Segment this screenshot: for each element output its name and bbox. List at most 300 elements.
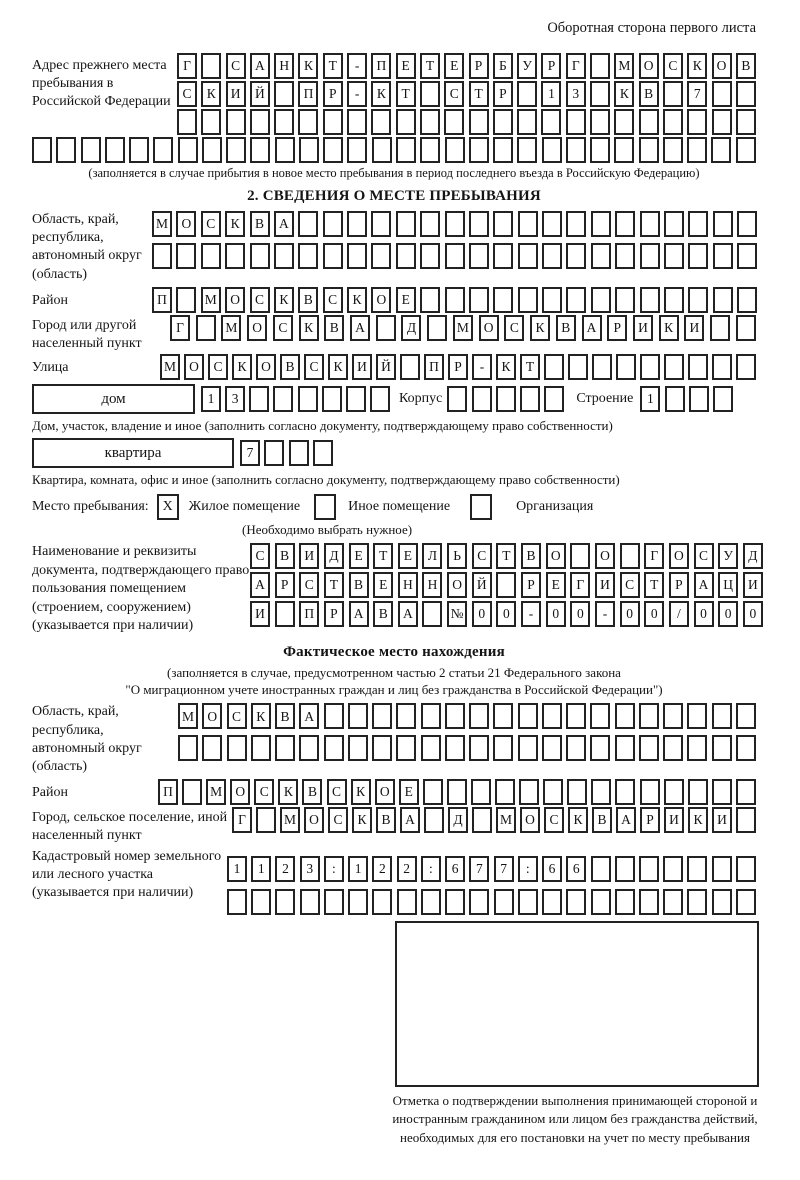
char-box[interactable]: М — [201, 287, 221, 313]
char-box[interactable]: - — [347, 81, 367, 107]
char-box[interactable]: 2 — [397, 856, 417, 882]
char-box[interactable] — [713, 386, 733, 412]
char-box[interactable] — [469, 287, 489, 313]
char-box[interactable]: А — [694, 572, 714, 598]
char-box[interactable]: К — [298, 53, 318, 79]
char-box[interactable] — [566, 703, 586, 729]
char-box[interactable]: 0 — [644, 601, 664, 627]
char-box[interactable] — [664, 243, 684, 269]
char-box[interactable]: 1 — [227, 856, 247, 882]
char-box[interactable] — [298, 243, 318, 269]
char-box[interactable] — [712, 779, 732, 805]
char-box[interactable] — [444, 109, 464, 135]
char-box[interactable] — [591, 856, 611, 882]
char-box[interactable] — [323, 137, 343, 163]
char-box[interactable] — [712, 109, 732, 135]
char-box[interactable]: 1 — [541, 81, 561, 107]
char-box[interactable] — [493, 243, 513, 269]
char-box[interactable]: С — [299, 572, 319, 598]
char-box[interactable] — [275, 889, 295, 915]
char-box[interactable]: № — [447, 601, 467, 627]
char-box[interactable] — [178, 735, 198, 761]
char-box[interactable] — [639, 137, 659, 163]
char-box[interactable] — [640, 354, 660, 380]
checkbox-other-premises[interactable] — [314, 494, 336, 520]
char-box[interactable] — [711, 137, 731, 163]
char-box[interactable] — [176, 287, 196, 313]
char-box[interactable]: Р — [448, 354, 468, 380]
char-box[interactable] — [178, 137, 198, 163]
char-box[interactable] — [471, 779, 491, 805]
char-box[interactable] — [396, 703, 416, 729]
char-box[interactable]: Е — [396, 287, 416, 313]
char-box[interactable] — [420, 109, 440, 135]
char-box[interactable] — [615, 243, 635, 269]
char-box[interactable]: Т — [520, 354, 540, 380]
char-box[interactable]: 0 — [472, 601, 492, 627]
char-box[interactable] — [469, 109, 489, 135]
char-box[interactable]: - — [595, 601, 615, 627]
char-box[interactable] — [566, 137, 586, 163]
char-box[interactable]: С — [663, 53, 683, 79]
char-box[interactable] — [590, 735, 610, 761]
char-box[interactable] — [736, 807, 756, 833]
char-box[interactable]: Г — [644, 543, 664, 569]
char-box[interactable] — [688, 354, 708, 380]
char-box[interactable]: 3 — [300, 856, 320, 882]
char-box[interactable] — [616, 354, 636, 380]
char-box[interactable]: К — [347, 287, 367, 313]
char-box[interactable] — [736, 81, 756, 107]
char-box[interactable]: В — [275, 703, 295, 729]
char-box[interactable] — [736, 889, 756, 915]
char-box[interactable] — [687, 856, 707, 882]
char-box[interactable] — [299, 137, 319, 163]
char-box[interactable] — [712, 889, 732, 915]
char-box[interactable] — [566, 889, 586, 915]
char-box[interactable] — [420, 287, 440, 313]
char-box[interactable] — [590, 703, 610, 729]
char-box[interactable]: И — [712, 807, 732, 833]
char-box[interactable]: В — [736, 53, 756, 79]
char-box[interactable]: М — [496, 807, 516, 833]
char-box[interactable]: С — [273, 315, 293, 341]
char-box[interactable] — [493, 703, 513, 729]
char-box[interactable] — [567, 779, 587, 805]
char-box[interactable] — [422, 601, 442, 627]
char-box[interactable] — [445, 889, 465, 915]
char-box[interactable] — [736, 703, 756, 729]
char-box[interactable] — [663, 81, 683, 107]
char-box[interactable]: К — [251, 703, 271, 729]
char-box[interactable] — [420, 211, 440, 237]
char-box[interactable] — [665, 386, 685, 412]
char-box[interactable]: И — [299, 543, 319, 569]
char-box[interactable] — [298, 109, 318, 135]
char-box[interactable]: А — [274, 211, 294, 237]
char-box[interactable] — [256, 807, 276, 833]
char-box[interactable] — [544, 354, 564, 380]
char-box[interactable] — [347, 137, 367, 163]
char-box[interactable]: С — [254, 779, 274, 805]
char-box[interactable] — [566, 243, 586, 269]
char-box[interactable] — [639, 856, 659, 882]
char-box[interactable] — [275, 137, 295, 163]
char-box[interactable] — [640, 243, 660, 269]
char-box[interactable]: В — [250, 211, 270, 237]
char-box[interactable] — [544, 386, 564, 412]
char-box[interactable] — [494, 889, 514, 915]
char-box[interactable] — [322, 386, 342, 412]
char-box[interactable]: Т — [323, 53, 343, 79]
char-box[interactable] — [196, 315, 216, 341]
char-box[interactable] — [736, 109, 756, 135]
char-box[interactable]: В — [373, 601, 393, 627]
char-box[interactable] — [590, 109, 610, 135]
char-box[interactable] — [427, 315, 447, 341]
char-box[interactable] — [371, 211, 391, 237]
char-box[interactable] — [566, 735, 586, 761]
char-box[interactable] — [227, 889, 247, 915]
char-box[interactable]: Р — [521, 572, 541, 598]
char-box[interactable]: 0 — [496, 601, 516, 627]
char-box[interactable]: К — [352, 807, 372, 833]
char-box[interactable] — [370, 386, 390, 412]
char-box[interactable] — [687, 889, 707, 915]
char-box[interactable] — [177, 109, 197, 135]
char-box[interactable]: К — [232, 354, 252, 380]
char-box[interactable] — [713, 211, 733, 237]
char-box[interactable]: Т — [469, 81, 489, 107]
char-box[interactable] — [274, 243, 294, 269]
char-box[interactable] — [736, 779, 756, 805]
char-box[interactable]: 6 — [445, 856, 465, 882]
char-box[interactable] — [518, 735, 538, 761]
char-box[interactable] — [736, 315, 756, 341]
char-box[interactable]: О — [256, 354, 276, 380]
char-box[interactable] — [542, 735, 562, 761]
char-box[interactable] — [376, 315, 396, 341]
char-box[interactable]: - — [472, 354, 492, 380]
char-box[interactable]: О — [202, 703, 222, 729]
char-box[interactable]: 7 — [240, 440, 260, 466]
char-box[interactable] — [520, 386, 540, 412]
char-box[interactable] — [640, 287, 660, 313]
char-box[interactable] — [542, 243, 562, 269]
char-box[interactable]: Т — [324, 572, 344, 598]
char-box[interactable] — [518, 211, 538, 237]
char-box[interactable] — [493, 211, 513, 237]
char-box[interactable]: Т — [420, 53, 440, 79]
char-box[interactable] — [300, 889, 320, 915]
char-box[interactable] — [591, 211, 611, 237]
char-box[interactable]: Л — [422, 543, 442, 569]
char-box[interactable]: 1 — [201, 386, 221, 412]
char-box[interactable]: С — [250, 287, 270, 313]
char-box[interactable] — [712, 81, 732, 107]
char-box[interactable]: Е — [546, 572, 566, 598]
char-box[interactable] — [347, 109, 367, 135]
char-box[interactable]: 0 — [620, 601, 640, 627]
char-box[interactable]: И — [226, 81, 246, 107]
char-box[interactable] — [591, 889, 611, 915]
char-box[interactable]: Н — [274, 53, 294, 79]
char-box[interactable] — [713, 243, 733, 269]
checkbox-residential[interactable]: X — [157, 494, 179, 520]
char-box[interactable]: А — [250, 53, 270, 79]
char-box[interactable] — [469, 889, 489, 915]
char-box[interactable] — [615, 889, 635, 915]
char-box[interactable] — [639, 889, 659, 915]
char-box[interactable] — [372, 703, 392, 729]
char-box[interactable] — [591, 243, 611, 269]
char-box[interactable]: И — [250, 601, 270, 627]
char-box[interactable] — [347, 243, 367, 269]
char-box[interactable] — [614, 137, 634, 163]
char-box[interactable]: И — [352, 354, 372, 380]
char-box[interactable]: В — [275, 543, 295, 569]
char-box[interactable]: К — [496, 354, 516, 380]
char-box[interactable] — [372, 889, 392, 915]
char-box[interactable] — [542, 703, 562, 729]
char-box[interactable] — [495, 779, 515, 805]
char-box[interactable] — [424, 807, 444, 833]
char-box[interactable]: Й — [250, 81, 270, 107]
char-box[interactable] — [289, 440, 309, 466]
char-box[interactable] — [737, 287, 757, 313]
char-box[interactable] — [251, 889, 271, 915]
char-box[interactable] — [472, 807, 492, 833]
char-box[interactable] — [663, 137, 683, 163]
char-box[interactable]: Т — [496, 543, 516, 569]
char-box[interactable] — [615, 287, 635, 313]
char-box[interactable] — [615, 211, 635, 237]
char-box[interactable] — [712, 703, 732, 729]
char-box[interactable] — [518, 287, 538, 313]
char-box[interactable] — [519, 779, 539, 805]
char-box[interactable]: К — [568, 807, 588, 833]
char-box[interactable] — [493, 735, 513, 761]
char-box[interactable]: О — [176, 211, 196, 237]
char-box[interactable]: А — [250, 572, 270, 598]
char-box[interactable] — [591, 779, 611, 805]
char-box[interactable]: О — [546, 543, 566, 569]
char-box[interactable] — [639, 109, 659, 135]
char-box[interactable]: О — [247, 315, 267, 341]
char-box[interactable]: А — [582, 315, 602, 341]
char-box[interactable] — [421, 703, 441, 729]
char-box[interactable]: 3 — [225, 386, 245, 412]
char-box[interactable] — [323, 109, 343, 135]
char-box[interactable] — [420, 81, 440, 107]
char-box[interactable]: Г — [232, 807, 252, 833]
char-box[interactable] — [264, 440, 284, 466]
char-box[interactable]: : — [518, 856, 538, 882]
char-box[interactable] — [687, 735, 707, 761]
char-box[interactable]: К — [688, 807, 708, 833]
char-box[interactable]: 2 — [275, 856, 295, 882]
char-box[interactable]: - — [521, 601, 541, 627]
char-box[interactable] — [201, 243, 221, 269]
char-box[interactable] — [493, 287, 513, 313]
char-box[interactable] — [640, 211, 660, 237]
char-box[interactable] — [421, 889, 441, 915]
char-box[interactable] — [445, 703, 465, 729]
char-box[interactable] — [712, 856, 732, 882]
char-box[interactable] — [590, 53, 610, 79]
char-box[interactable]: Р — [669, 572, 689, 598]
char-box[interactable]: М — [614, 53, 634, 79]
char-box[interactable] — [688, 779, 708, 805]
char-box[interactable] — [736, 354, 756, 380]
char-box[interactable]: И — [595, 572, 615, 598]
char-box[interactable] — [663, 703, 683, 729]
char-box[interactable]: С — [250, 543, 270, 569]
char-box[interactable] — [226, 137, 246, 163]
char-box[interactable] — [348, 703, 368, 729]
char-box[interactable]: О — [375, 779, 395, 805]
char-box[interactable] — [640, 779, 660, 805]
char-box[interactable] — [371, 109, 391, 135]
char-box[interactable] — [518, 889, 538, 915]
char-box[interactable] — [469, 735, 489, 761]
char-box[interactable] — [250, 243, 270, 269]
char-box[interactable]: О — [230, 779, 250, 805]
char-box[interactable]: Р — [323, 81, 343, 107]
char-box[interactable] — [249, 386, 269, 412]
char-box[interactable] — [298, 386, 318, 412]
char-box[interactable] — [298, 211, 318, 237]
char-box[interactable]: 1 — [251, 856, 271, 882]
char-box[interactable]: С — [694, 543, 714, 569]
char-box[interactable]: У — [517, 53, 537, 79]
char-box[interactable] — [371, 243, 391, 269]
char-box[interactable]: К — [201, 81, 221, 107]
char-box[interactable]: А — [616, 807, 636, 833]
char-box[interactable] — [226, 109, 246, 135]
char-box[interactable] — [445, 211, 465, 237]
char-box[interactable]: К — [659, 315, 679, 341]
char-box[interactable]: М — [453, 315, 473, 341]
char-box[interactable]: Р — [541, 53, 561, 79]
char-box[interactable]: С — [323, 287, 343, 313]
char-box[interactable] — [469, 211, 489, 237]
char-box[interactable]: О — [639, 53, 659, 79]
char-box[interactable] — [372, 137, 392, 163]
char-box[interactable] — [518, 703, 538, 729]
char-box[interactable]: Е — [396, 53, 416, 79]
char-box[interactable]: : — [324, 856, 344, 882]
char-box[interactable] — [348, 735, 368, 761]
char-box[interactable]: Т — [396, 81, 416, 107]
char-box[interactable]: Г — [177, 53, 197, 79]
char-box[interactable] — [202, 735, 222, 761]
char-box[interactable]: Е — [373, 572, 393, 598]
char-box[interactable]: С — [201, 211, 221, 237]
char-box[interactable]: М — [206, 779, 226, 805]
char-box[interactable] — [713, 287, 733, 313]
char-box[interactable]: О — [712, 53, 732, 79]
char-box[interactable]: М — [280, 807, 300, 833]
char-box[interactable] — [420, 243, 440, 269]
char-box[interactable] — [397, 889, 417, 915]
char-box[interactable] — [712, 354, 732, 380]
char-box[interactable] — [664, 354, 684, 380]
char-box[interactable]: Т — [644, 572, 664, 598]
char-box[interactable]: С — [544, 807, 564, 833]
char-box[interactable]: В — [349, 572, 369, 598]
char-box[interactable] — [251, 735, 271, 761]
char-box[interactable]: Ц — [718, 572, 738, 598]
char-box[interactable] — [445, 243, 465, 269]
char-box[interactable]: Й — [472, 572, 492, 598]
char-box[interactable]: К — [299, 315, 319, 341]
char-box[interactable]: Д — [324, 543, 344, 569]
char-box[interactable] — [710, 315, 730, 341]
char-box[interactable]: 0 — [694, 601, 714, 627]
char-box[interactable] — [615, 735, 635, 761]
char-box[interactable]: С — [227, 703, 247, 729]
char-box[interactable]: К — [614, 81, 634, 107]
char-box[interactable] — [313, 440, 333, 466]
char-box[interactable] — [687, 703, 707, 729]
char-box[interactable]: О — [595, 543, 615, 569]
char-box[interactable] — [542, 889, 562, 915]
char-box[interactable] — [347, 211, 367, 237]
char-box[interactable] — [566, 211, 586, 237]
char-box[interactable]: К — [225, 211, 245, 237]
char-box[interactable]: С — [208, 354, 228, 380]
char-box[interactable] — [517, 109, 537, 135]
char-box[interactable] — [420, 137, 440, 163]
char-box[interactable] — [664, 779, 684, 805]
char-box[interactable] — [736, 856, 756, 882]
char-box[interactable] — [568, 354, 588, 380]
char-box[interactable] — [687, 137, 707, 163]
char-box[interactable]: С — [472, 543, 492, 569]
char-box[interactable]: С — [444, 81, 464, 107]
char-box[interactable]: М — [221, 315, 241, 341]
char-box[interactable] — [517, 81, 537, 107]
char-box[interactable] — [250, 137, 270, 163]
char-box[interactable]: О — [225, 287, 245, 313]
char-box[interactable] — [225, 243, 245, 269]
char-box[interactable]: 7 — [469, 856, 489, 882]
char-box[interactable]: - — [347, 53, 367, 79]
char-box[interactable] — [663, 109, 683, 135]
char-box[interactable] — [591, 287, 611, 313]
char-box[interactable]: В — [521, 543, 541, 569]
char-box[interactable] — [541, 109, 561, 135]
char-box[interactable]: У — [718, 543, 738, 569]
char-box[interactable] — [176, 243, 196, 269]
char-box[interactable]: И — [684, 315, 704, 341]
char-box[interactable]: А — [349, 601, 369, 627]
char-box[interactable]: П — [371, 53, 391, 79]
char-box[interactable]: Р — [324, 601, 344, 627]
char-box[interactable]: О — [520, 807, 540, 833]
char-box[interactable]: Й — [376, 354, 396, 380]
char-box[interactable] — [227, 735, 247, 761]
char-box[interactable]: П — [299, 601, 319, 627]
char-box[interactable] — [445, 137, 465, 163]
char-box[interactable] — [496, 386, 516, 412]
char-box[interactable]: П — [158, 779, 178, 805]
char-box[interactable] — [469, 137, 489, 163]
char-box[interactable]: 0 — [743, 601, 763, 627]
char-box[interactable]: И — [743, 572, 763, 598]
char-box[interactable] — [620, 543, 640, 569]
